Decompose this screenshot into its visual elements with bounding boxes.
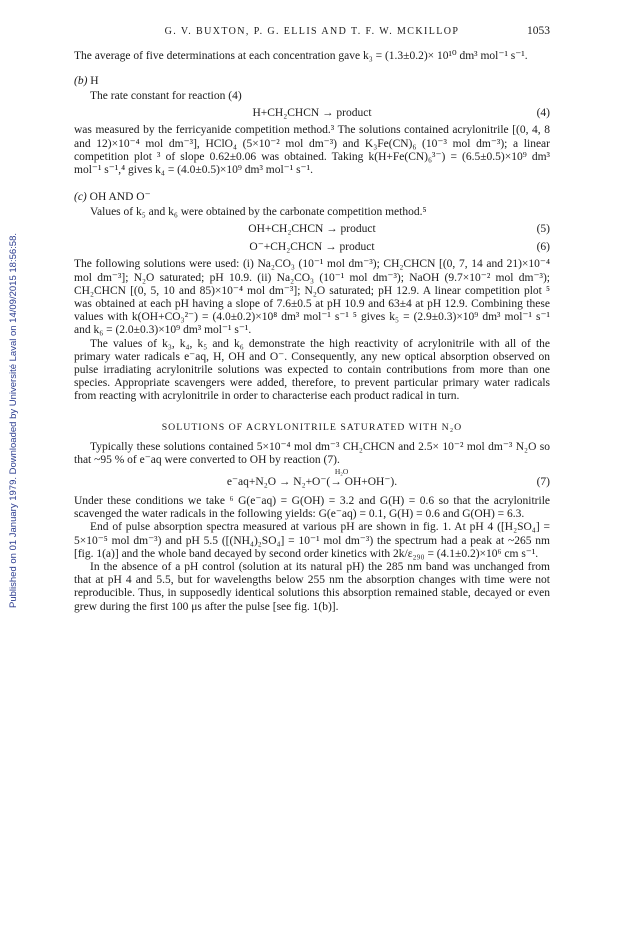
equation-6-text: O⁻+CH₂CHCN → product: [249, 241, 375, 254]
paragraph-d1: Typically these solutions contained 5×10⁻⁴ mol dm⁻³ CH₂CHCN and 2.5× 10⁻² mol dm⁻³ N₂O so that ~95 % of e⁻aq were converted to OH by reaction (7).: [74, 440, 550, 466]
equation-5: [74, 222, 550, 236]
section-c-title: OH AND O⁻: [89, 191, 151, 204]
equation-7-body: [226, 467, 398, 489]
section-b-title: H: [90, 75, 99, 88]
paragraph-d4: In the absence of a pH control (solution at its natural pH) the 285 nm band was unchanged from that at pH 4 and 5.5, but for wavelengths below 255 nm the absorption changes with time were not reproducible. Thus, in supposedly identical solutions this absorption remained stable, decayed or even grew during the first 100 μs after the pulse [see fig. 1(b)].: [74, 561, 550, 613]
equation-6-number: (6): [536, 241, 550, 254]
section-c-heading: [74, 189, 550, 203]
paragraph-c2: The following solutions were used: (i) Na₂CO₃ (10⁻¹ mol dm⁻³); CH₂CHCN [(0, 7, 14 and 21)×10⁻⁴ mol dm⁻³]; N₂O saturated; pH 10.9. (ii) Na₂CO₃ (10⁻¹ mol dm⁻³); NaOH (9.7×10⁻² mol dm⁻³); CH₂CHCN [(0, 5, 10 and 85)×10⁻⁴ mol dm⁻³]; N₂O saturated; pH 12.9. A linear competition plot ⁵ was obtained at each pH having a slope of 7.6±0.5 at pH 10.9 and 63±4 at pH 12.9. Combining these values with k(OH+CO₃²⁻) = (4.0±0.2)×10⁸ dm³ mol⁻¹ s⁻¹ ⁵ gives k₅ = (2.9±0.3)×10⁹ dm³ mol⁻¹ s⁻¹ and k₆ = (2.0±0.3)×10⁹ dm³ mol⁻¹ s⁻¹.: [74, 258, 550, 337]
paragraph-d3: End of pulse absorption spectra measured at various pH are shown in fig. 1. At pH 4 ([H₂SO₄] = 5×10⁻⁵ mol dm⁻³) and pH 5.5 ([(NH₄)₂SO₄] = 10⁻¹ mol dm⁻³) the spectrum had a peak at ~265 nm [fig. 1(a)] and the whole band decayed by second order kinetics with 2k/ε₂₉₀ = (4.1±0.2)×10⁶ cm s⁻¹.: [74, 521, 550, 560]
paragraph-intro: The average of five determinations at each concentration gave k₃ = (1.3±0.2)× 10¹⁰ dm³ mol⁻¹ s⁻¹.: [74, 50, 528, 62]
equation-7-text: e⁻aq+N₂O → N₂+O⁻(→ OH+OH⁻).: [226, 476, 398, 489]
header-authors: G. V. BUXTON, P. G. ELLIS AND T. F. W. MCKILLOP: [164, 26, 460, 37]
running-header: [74, 26, 550, 42]
section-b-label: (b): [74, 75, 88, 88]
download-stamp: [6, 120, 20, 720]
equation-4-text: H+CH₂CHCN → product: [252, 107, 372, 120]
section-heading: SOLUTIONS OF ACRYLONITRILE SATURATED WITH N₂O: [161, 421, 463, 433]
page-number: 1053: [527, 25, 550, 37]
section-c-label: (c): [74, 191, 87, 204]
equation-7-number: (7): [536, 476, 550, 489]
equation-7-over: H₂O: [334, 467, 349, 477]
download-stamp-text: Published on 01 January 1979. Downloaded by Université Laval on 14/09/2015 18:56:58.: [7, 232, 19, 608]
paragraph-c1: Values of k₅ and k₆ were obtained by the carbonate competition method.⁵: [90, 206, 427, 219]
paragraph-c3: The values of k₃, k₄, k₅ and k₆ demonstrate the high reactivity of acrylonitrile with all of the primary water radicals e⁻aq, H, OH and O⁻. Consequently, any new optical absorption observed on pulse irradiating acrylonitrile solutions was expected to contain contributions from more than one species. Appropriate scavengers were added, therefore, to prevent particular primary water radicals from reacting with acrylonitrile in order to characterise each product radical in turn.: [74, 337, 550, 403]
equation-5-text: OH+CH₂CHCN → product: [248, 223, 376, 236]
equation-4-number: (4): [536, 107, 550, 120]
paragraph-b2: was measured by the ferricyanide competition method.³ The solutions contained acrylonitrile [(0, 4, 8 and 12)×10⁻⁴ mol dm⁻³], HClO₄ (5×10⁻² mol dm⁻³) and K₃Fe(CN)₆ (10⁻³ mol dm⁻³); a linear competition plot ³ of slope 0.62±0.06 was obtained. Taking k(H+Fe(CN)₆³⁻) = (6.5±0.5)×10⁹ dm³ mol⁻¹ s⁻¹,⁴ gives k₄ = (4.0±0.5)×10⁹ dm³ mol⁻¹ s⁻¹.: [74, 124, 550, 177]
section-b-heading: [74, 75, 550, 87]
page-body: [74, 26, 550, 614]
equation-7: [74, 467, 550, 489]
equation-4: [74, 106, 550, 120]
equation-5-number: (5): [536, 223, 550, 236]
paragraph-d2: Under these conditions we take ⁶ G(e⁻aq) = G(OH) = 3.2 and G(H) = 0.6 so that the acrylonitrile scavenged the water radicals in the following yields: G(e⁻aq) = 0.1, G(H) = 0.6 and G(OH) = 6.3.: [74, 495, 550, 521]
equation-6: [74, 240, 550, 254]
paragraph-b1: The rate constant for reaction (4): [90, 90, 242, 103]
